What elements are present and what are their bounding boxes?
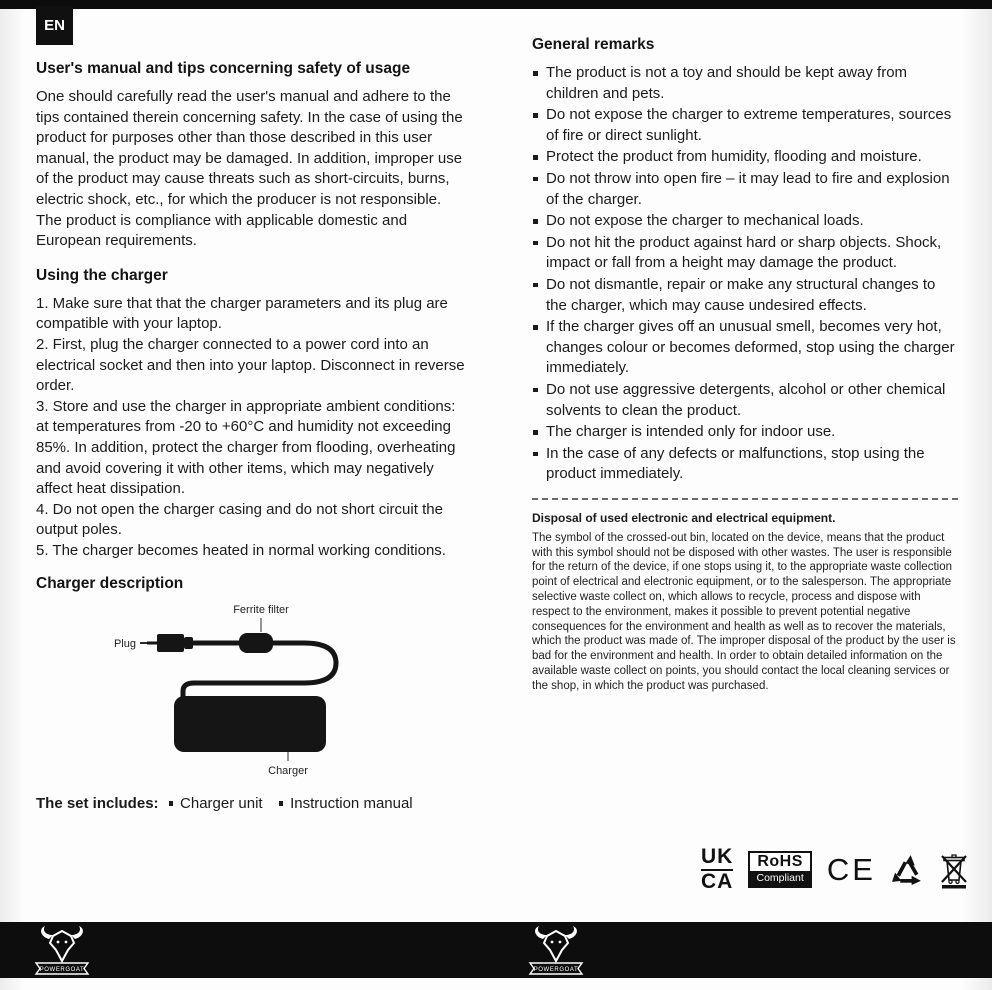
instruction-item: 2. First, plug the charger connected to a power cord into an electrical socket and then into your laptop. Disconnect in reverse order. xyxy=(36,335,465,395)
dashed-divider xyxy=(532,498,958,500)
ce-mark: CE xyxy=(826,851,876,887)
powergoat-wordmark: POWERGOAT xyxy=(39,967,85,973)
set-includes-items xyxy=(169,795,413,812)
left-column xyxy=(36,60,470,812)
plug-label: Plug xyxy=(113,638,136,651)
instruction-item: 5. The charger becomes heated in normal working conditions. xyxy=(36,541,446,559)
right-column xyxy=(532,36,958,694)
language-badge xyxy=(36,6,73,45)
top-black-bar xyxy=(0,0,992,9)
plug-icon xyxy=(147,634,193,652)
powergoat-logo xyxy=(527,923,585,977)
list-item: In the case of any defects or malfunctions, stop using the product immediately. xyxy=(532,444,958,485)
language-badge-label: EN xyxy=(44,17,65,34)
instruction-item: 4. Do not open the charger casing and do not short circuit the output poles. xyxy=(36,500,443,539)
list-item: The product is not a toy and should be kept away from children and pets. xyxy=(532,63,958,104)
compliance-marks-row xyxy=(701,846,969,893)
safety-paragraph: One should carefully read the user's manual and adhere to the tips contained therein concerning safety. In the case of using the product for purposes other than those described in this user manual, the product may be damaged. In addition, improper use of the product may cause threats such as short-circuits, burns, electric shock, etc., for which the producer is not responsible. The product is compliance with applicable domestic and European requirements. xyxy=(36,88,463,250)
list-item: Do not expose the charger to mechanical loads. xyxy=(532,211,958,232)
list-item: If the charger gives off an unusual smell, becomes very hot, changes colour or becomes deformed, stop using the charger immediately. xyxy=(532,317,958,379)
using-section-title: Using the charger xyxy=(36,266,168,284)
list-item: The charger is intended only for indoor use. xyxy=(532,422,958,443)
general-remarks-list xyxy=(532,63,958,485)
safety-section-title: User's manual and tips concerning safety of usage xyxy=(36,60,411,77)
powergoat-wordmark: POWERGOAT xyxy=(533,967,579,973)
rohs-text: RoHS xyxy=(757,853,803,871)
square-bullet-icon xyxy=(169,801,174,806)
charger-brick xyxy=(174,696,326,752)
instruction-item: 1. Make sure that that the charger parameters and its plug are compatible with your laptop. xyxy=(36,294,448,333)
powergoat-logo xyxy=(33,923,91,977)
ukca-mark xyxy=(701,846,733,893)
ferrite-filter-icon xyxy=(239,633,273,653)
list-item: Do not throw into open fire – it may lead to fire and explosion of the charger. xyxy=(532,169,958,210)
set-includes-label: The set includes: xyxy=(36,795,159,813)
instruction-item: 3. Store and use the charger in appropriate ambient conditions: at temperatures from -20 to +60°C and humidity not exceeding 85%. In addition, protect the charger from flooding, overheating and avoid covering it with other items, which may negatively affect heat dissipation. xyxy=(36,397,456,498)
rohs-compliant-text: Compliant xyxy=(750,871,810,886)
list-item: Do not hit the product against hard or sharp objects. Shock, impact or fall from a height may damage the product. xyxy=(532,233,958,274)
weee-crossed-bin-icon xyxy=(939,849,969,890)
footer-black-band xyxy=(0,922,992,978)
set-includes-row xyxy=(36,795,470,812)
charger-diagram xyxy=(36,597,476,779)
rohs-mark xyxy=(748,851,812,888)
disposal-title: Disposal of used electronic and electrical equipment. xyxy=(532,510,836,525)
list-item: Protect the product from humidity, flooding and moisture. xyxy=(532,147,958,168)
recycle-icon xyxy=(891,854,924,885)
list-item: Do not use aggressive detergents, alcohol or other chemical solvents to clean the product. xyxy=(532,380,958,421)
disposal-paragraph: The symbol of the crossed-out bin, located on the device, means that the product with this symbol should not be disposed with other wastes. The user is responsible for the return of the device, if one stops using it, to the appropriate waste collection point of electrical and electronic equipment, or to the salesperson. The appropriate selective waste collect on, which allows to recycle, process and dispose with respect to the environment, makes it possible to prevent potential negative consequences for the environment and health as well as to recover the materials, which the product was made of. The improper disposal of the product by the user is bad for the environment and health. In order to obtain detailed information on the available waste collect on points, you should contact the local cleaning services or the shop, in which the product was purchased. xyxy=(532,531,956,692)
charger-label: Charger xyxy=(268,765,308,778)
ferrite-filter-label: Ferrite filter xyxy=(233,604,289,617)
ukca-ca-text: CA xyxy=(701,870,734,894)
list-item: Do not expose the charger to extreme temperatures, sources of fire or direct sunlight. xyxy=(532,105,958,146)
description-section-title: Charger description xyxy=(36,575,184,593)
ukca-uk-text: UK xyxy=(701,846,733,871)
list-item: Do not dismantle, repair or make any structural changes to the charger, which may cause undesired effects. xyxy=(532,275,958,316)
using-instructions-list xyxy=(36,294,470,562)
square-bullet-icon xyxy=(279,801,284,806)
set-item: Charger unit xyxy=(169,795,263,812)
set-item: Instruction manual xyxy=(279,795,413,812)
general-remarks-title: General remarks xyxy=(532,36,655,53)
